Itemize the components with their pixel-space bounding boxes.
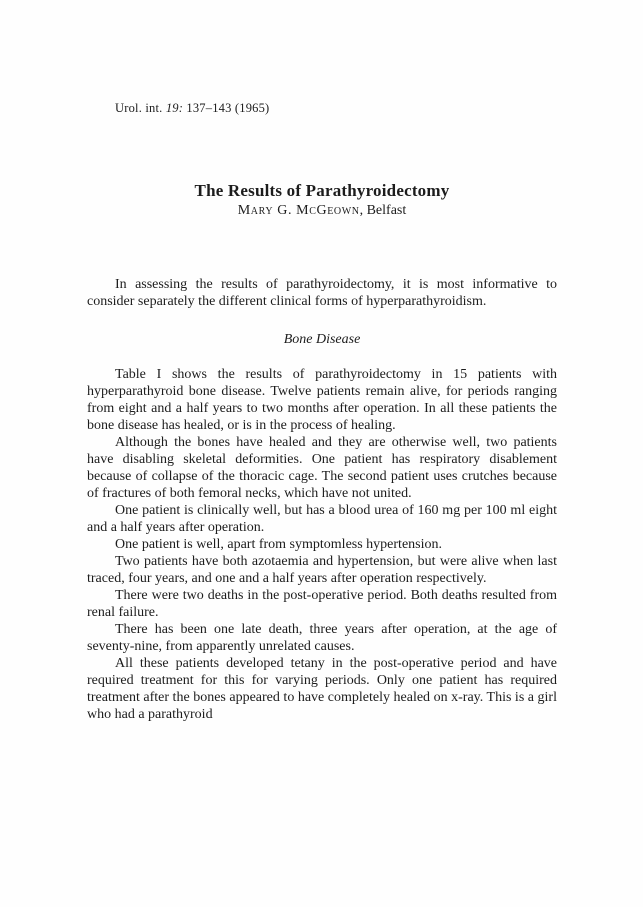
author-line: [87, 203, 557, 219]
journal-citation: [115, 101, 269, 116]
article-title: The Results of Parathyroidectomy: [194, 181, 450, 201]
body-paragraph: Table I shows the results of parathyroidectomy in 15 patients with hyperparathyroid bone disease. Twelve patients remain alive, for periods ranging from eight and a half years to two months after operation. In all these patients the bone disease has healed, or is in the process of healing.: [87, 367, 557, 433]
section-heading-bone-disease: Bone Disease: [283, 332, 361, 347]
body-paragraph: One patient is well, apart from symptomless hypertension.: [115, 537, 442, 552]
author-affiliation: , Belfast: [359, 203, 407, 218]
body-paragraph: Two patients have both azotaemia and hypertension, but were alive when last traced, four years, and one and a half years after operation respectively.: [87, 554, 557, 586]
body-paragraph: All these patients developed tetany in the post-operative period and have required treatment for this for varying periods. Only one patient has required treatment after the bones appeared to have completely healed on x-ray. This is a girl who had a parathyroid: [87, 656, 557, 722]
body-paragraph: There were two deaths in the post-operative period. Both deaths resulted from renal failure.: [87, 588, 557, 620]
journal-volume: 19:: [165, 101, 184, 115]
body-paragraph: There has been one late death, three years after operation, at the age of seventy-nine, from apparently unrelated causes.: [87, 622, 557, 654]
journal-name: Urol. int.: [115, 101, 166, 115]
article-body: [87, 276, 557, 723]
body-paragraph: One patient is clinically well, but has a blood urea of 160 mg per 100 ml eight and a half years after operation.: [87, 503, 557, 535]
author-name: Mary G. McGeown: [237, 203, 360, 218]
journal-pages-year: 137–143 (1965): [183, 101, 270, 115]
body-paragraph: Although the bones have healed and they are otherwise well, two patients have disabling skeletal deformities. One patient has respiratory disablement because of collapse of the thoracic cage. The second patient uses crutches because of fractures of both femoral necks, which have not united.: [87, 435, 557, 501]
intro-paragraph: In assessing the results of parathyroidectomy, it is most informative to consider separately the different clinical forms of hyperparathyroidism.: [87, 277, 557, 309]
